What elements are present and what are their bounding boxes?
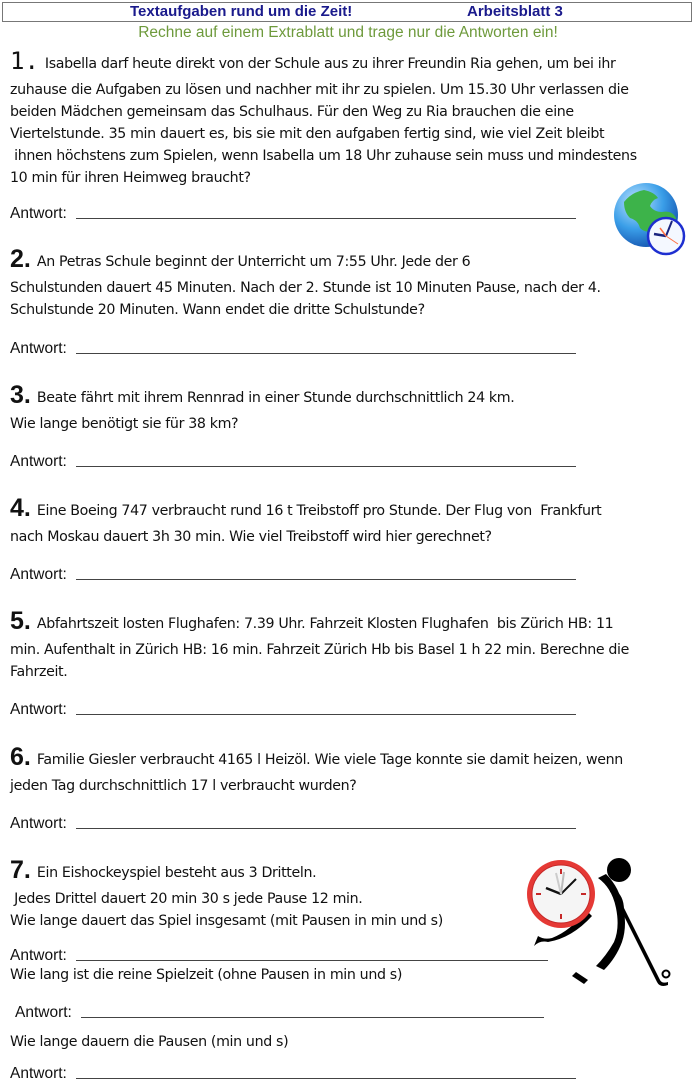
- question-1: [10, 46, 637, 189]
- question-5: [10, 606, 629, 683]
- question-number: 7.: [10, 856, 31, 884]
- question-text: Wie lange dauert das Spiel insgesamt (mit Pausen in min und s): [10, 913, 443, 929]
- question-text: Schulstunden dauert 45 Minuten. Nach der 2. Stunde ist 10 Minuten Pause, nach der 4.: [10, 280, 601, 296]
- question-7-sub-2: [10, 1031, 288, 1053]
- question-text: Beate fährt mit ihrem Rennrad in einer Stunde durchschnittlich 24 km.: [36, 390, 515, 406]
- question-text: Viertelstunde. 35 min dauert es, bis sie mit den aufgaben fertig sind, wie viel Zeit bleibt: [10, 126, 605, 142]
- answer-label: Antwort:: [10, 566, 67, 583]
- answer-field-7a[interactable]: [10, 946, 67, 966]
- question-text: Familie Giesler verbraucht 4165 l Heizöl. Wie viele Tage konnte sie damit heizen, wenn: [36, 752, 623, 768]
- answer-field-2[interactable]: [10, 339, 67, 359]
- globe-clock-icon: [610, 180, 690, 256]
- answer-label: Antwort:: [10, 947, 67, 964]
- question-number: 5.: [10, 607, 31, 635]
- answer-label: Antwort:: [15, 1004, 72, 1021]
- question-text: Isabella darf heute direkt von der Schule aus zu ihrer Freundin Ria gehen, um bei ihr: [44, 56, 616, 72]
- question-text: ihnen höchstens zum Spielen, wenn Isabella um 18 Uhr zuhause sein muss und mindestens: [10, 148, 637, 164]
- answer-label: Antwort:: [10, 1065, 67, 1082]
- header-box: [2, 2, 692, 22]
- answer-field-7c[interactable]: [10, 1064, 67, 1084]
- question-3: [10, 380, 514, 435]
- worksheet-number: Arbeitsblatt 3: [467, 3, 563, 20]
- answer-field-5[interactable]: [10, 700, 67, 720]
- question-7: [10, 855, 443, 932]
- answer-line[interactable]: [76, 353, 576, 354]
- answer-line[interactable]: [76, 466, 576, 467]
- question-6: [10, 742, 623, 797]
- answer-line[interactable]: [76, 1078, 576, 1079]
- answer-line[interactable]: [76, 828, 576, 829]
- question-number: 2.: [10, 245, 31, 273]
- question-2: [10, 244, 601, 321]
- question-number: 3.: [10, 381, 31, 409]
- answer-line[interactable]: [76, 960, 548, 961]
- question-text: Eine Boeing 747 verbraucht rund 16 t Treibstoff pro Stunde. Der Flug von Frankfurt: [36, 503, 602, 519]
- question-text: Wie lange benötigt sie für 38 km?: [10, 416, 239, 432]
- question-4: [10, 493, 601, 548]
- answer-field-6[interactable]: [10, 814, 67, 834]
- question-text: 10 min für ihren Heimweg braucht?: [10, 170, 251, 186]
- question-text: beiden Mädchen gemeinsam das Schulhaus. Für den Weg zu Ria brauchen die eine: [10, 104, 574, 120]
- question-text: Fahrzeit.: [10, 664, 68, 680]
- question-text: Jedes Drittel dauert 20 min 30 s jede Pause 12 min.: [10, 891, 363, 907]
- answer-label: Antwort:: [10, 701, 67, 718]
- question-text: min. Aufenthalt in Zürich HB: 16 min. Fahrzeit Zürich Hb bis Basel 1 h 22 min. Berechne die: [10, 642, 630, 658]
- answer-field-7b[interactable]: [15, 1003, 72, 1023]
- question-text: Wie lang ist die reine Spielzeit (ohne Pausen in min und s): [10, 967, 403, 983]
- answer-field-4[interactable]: [10, 565, 67, 585]
- question-text: zuhause die Aufgaben zu lösen und nachher mit ihr zu spielen. Um 15.30 Uhr verlassen die: [10, 82, 629, 98]
- question-text: Ein Eishockeyspiel besteht aus 3 Dritteln.: [36, 865, 317, 881]
- answer-line[interactable]: [76, 714, 576, 715]
- question-number: 4.: [10, 494, 31, 522]
- question-text: nach Moskau dauert 3h 30 min. Wie viel Treibstoff wird hier gerechnet?: [10, 529, 492, 545]
- answer-label: Antwort:: [10, 815, 67, 832]
- question-number: 1.: [10, 47, 39, 75]
- question-text: jeden Tag durchschnittlich 17 l verbraucht wurden?: [10, 778, 357, 794]
- question-text: Schulstunde 20 Minuten. Wann endet die dritte Schulstunde?: [10, 302, 425, 318]
- answer-field-1[interactable]: [10, 204, 67, 224]
- answer-line[interactable]: [76, 218, 576, 219]
- instructions: Rechne auf einem Extrablatt und trage nur die Antworten ein!: [138, 24, 558, 41]
- question-number: 6.: [10, 743, 31, 771]
- question-text: An Petras Schule beginnt der Unterricht um 7:55 Uhr. Jede der 6: [36, 254, 471, 270]
- question-text: Abfahrtszeit losten Flughafen: 7.39 Uhr. Fahrzeit Klosten Flughafen bis Zürich HB: 11: [36, 616, 614, 632]
- answer-line[interactable]: [81, 1017, 544, 1018]
- question-7-sub-1: [10, 964, 402, 986]
- answer-label: Antwort:: [10, 453, 67, 470]
- answer-label: Antwort:: [10, 205, 67, 222]
- answer-field-3[interactable]: [10, 452, 67, 472]
- answer-label: Antwort:: [10, 340, 67, 357]
- answer-line[interactable]: [76, 579, 576, 580]
- hockey-clock-icon: [516, 840, 686, 990]
- question-text: Wie lange dauern die Pausen (min und s): [10, 1034, 289, 1050]
- worksheet-title: Textaufgaben rund um die Zeit!: [130, 3, 353, 20]
